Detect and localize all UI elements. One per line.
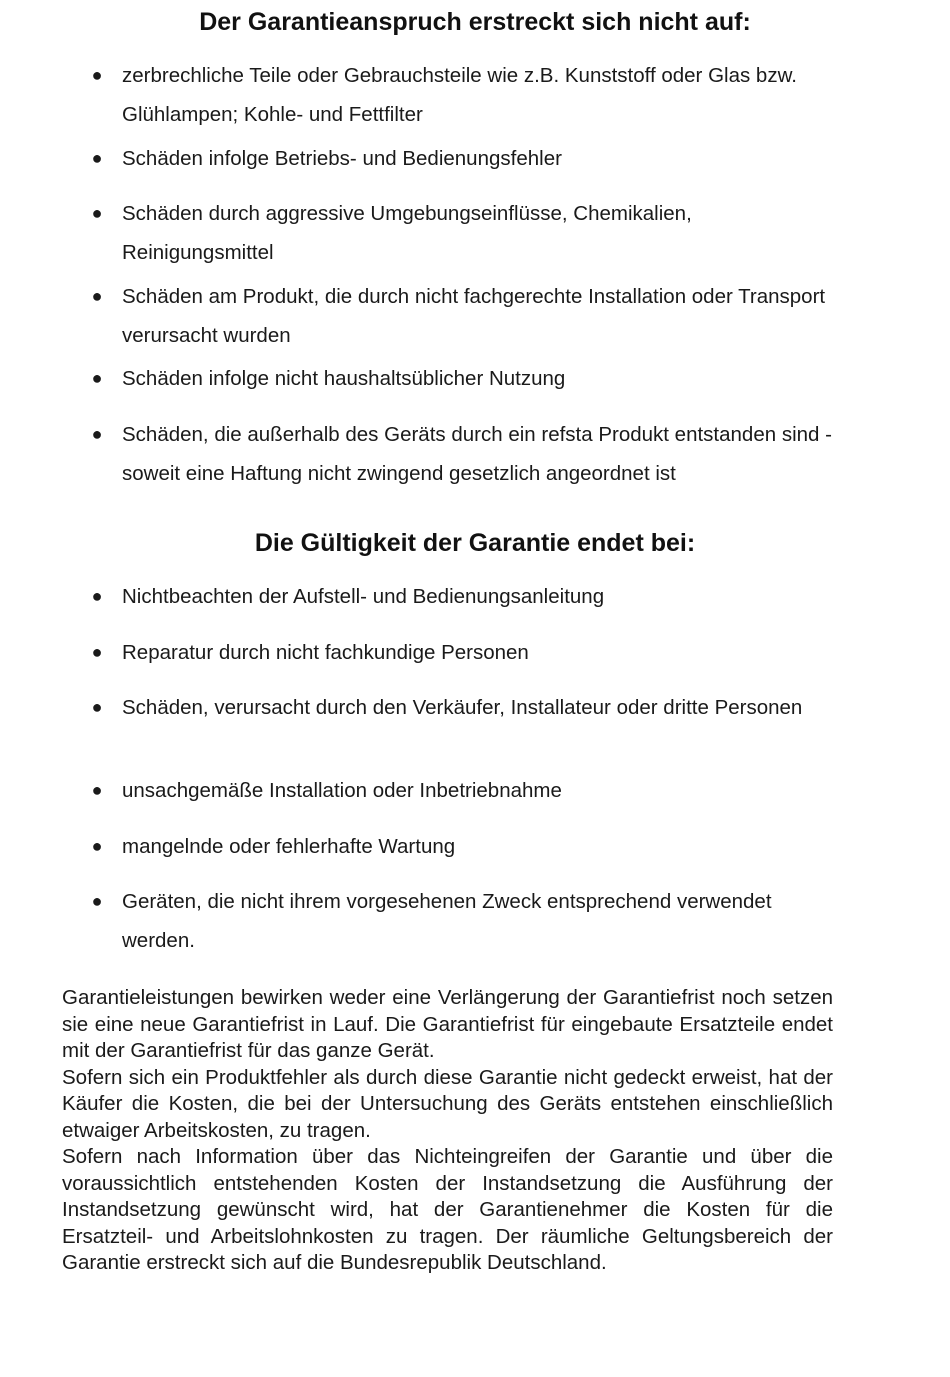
bullet-icon: ● — [91, 286, 103, 306]
bullet-icon: ● — [91, 424, 103, 444]
bullet-icon: ● — [91, 642, 103, 662]
list-item-text: Schäden, verursacht durch den Verkäufer, Installateur oder dritte Personen — [122, 696, 803, 719]
list-item-text: Schäden infolge nicht haushaltsüblicher Nutzung — [122, 367, 566, 390]
list-item-text: Schäden durch aggressive Umgebungseinflüsse, Chemikalien, Reinigungsmittel — [122, 202, 692, 264]
bullet-icon: ● — [91, 148, 103, 168]
list-item-text: zerbrechliche Teile oder Gebrauchsteile wie z.B. Kunststoff oder Glas bzw. Glühlampen; Kohle- und Fettfilter — [122, 64, 797, 126]
paragraph: Sofern sich ein Produktfehler als durch diese Garantie nicht gedeckt erweist, hat der Käufer die Kosten, die bei der Untersuchung des Geräts entstehen einschließlich etwaiger Arbeitskosten, zu tragen. — [62, 1065, 833, 1142]
bullet-icon: ● — [91, 697, 103, 717]
body-text — [62, 985, 833, 1277]
list-item-text: Reparatur durch nicht fachkundige Personen — [122, 641, 529, 664]
bullet-icon: ● — [91, 65, 103, 85]
paragraph: Garantieleistungen bewirken weder eine Verlängerung der Garantiefrist noch setzen sie eine neue Garantiefrist in Lauf. Die Garantiefrist für eingebaute Ersatzteile endet mit der Garantiefrist für das ganze Gerät. — [62, 986, 833, 1062]
bullet-icon: ● — [91, 368, 103, 388]
bullet-icon: ● — [91, 891, 103, 911]
list-item-text: Schäden, die außerhalb des Geräts durch ein refsta Produkt entstanden sind - soweit eine Haftung nicht zwingend gesetzlich angeordnet ist — [122, 423, 832, 485]
list-item-text: Nichtbeachten der Aufstell- und Bedienungsanleitung — [122, 585, 605, 608]
list-item-text: Schäden am Produkt, die durch nicht fachgerechte Installation oder Transport verursacht wurden — [122, 285, 826, 347]
list-item-text: unsachgemäße Installation oder Inbetriebnahme — [122, 779, 562, 802]
list-item-text: Schäden infolge Betriebs- und Bedienungsfehler — [122, 147, 562, 170]
bullet-icon: ● — [91, 836, 103, 856]
bullet-icon: ● — [91, 586, 103, 606]
bullet-icon: ● — [91, 203, 103, 223]
section-heading-exclusions: Der Garantieanspruch erstreckt sich nicht auf: — [199, 8, 751, 36]
section-heading-validity: Die Gültigkeit der Garantie endet bei: — [254, 529, 696, 557]
list-item-text: Geräten, die nicht ihrem vorgesehenen Zweck entsprechend verwendet werden. — [122, 890, 772, 952]
bullet-icon: ● — [91, 780, 103, 800]
list-item-text: mangelnde oder fehlerhafte Wartung — [122, 835, 456, 858]
paragraph: Sofern nach Information über das Nichteingreifen der Garantie und über die voraussichtlich entstehenden Kosten der Instandsetzung die Ausführung der Instandsetzung gewünscht wird, hat der Garantienehmer die Kosten für die Ersatzteil- und Arbeitslohnkosten zu tragen. Der räumliche Geltungsbereich der Garantie erstreckt sich auf die Bundesrepublik Deutschland. — [62, 1145, 833, 1274]
